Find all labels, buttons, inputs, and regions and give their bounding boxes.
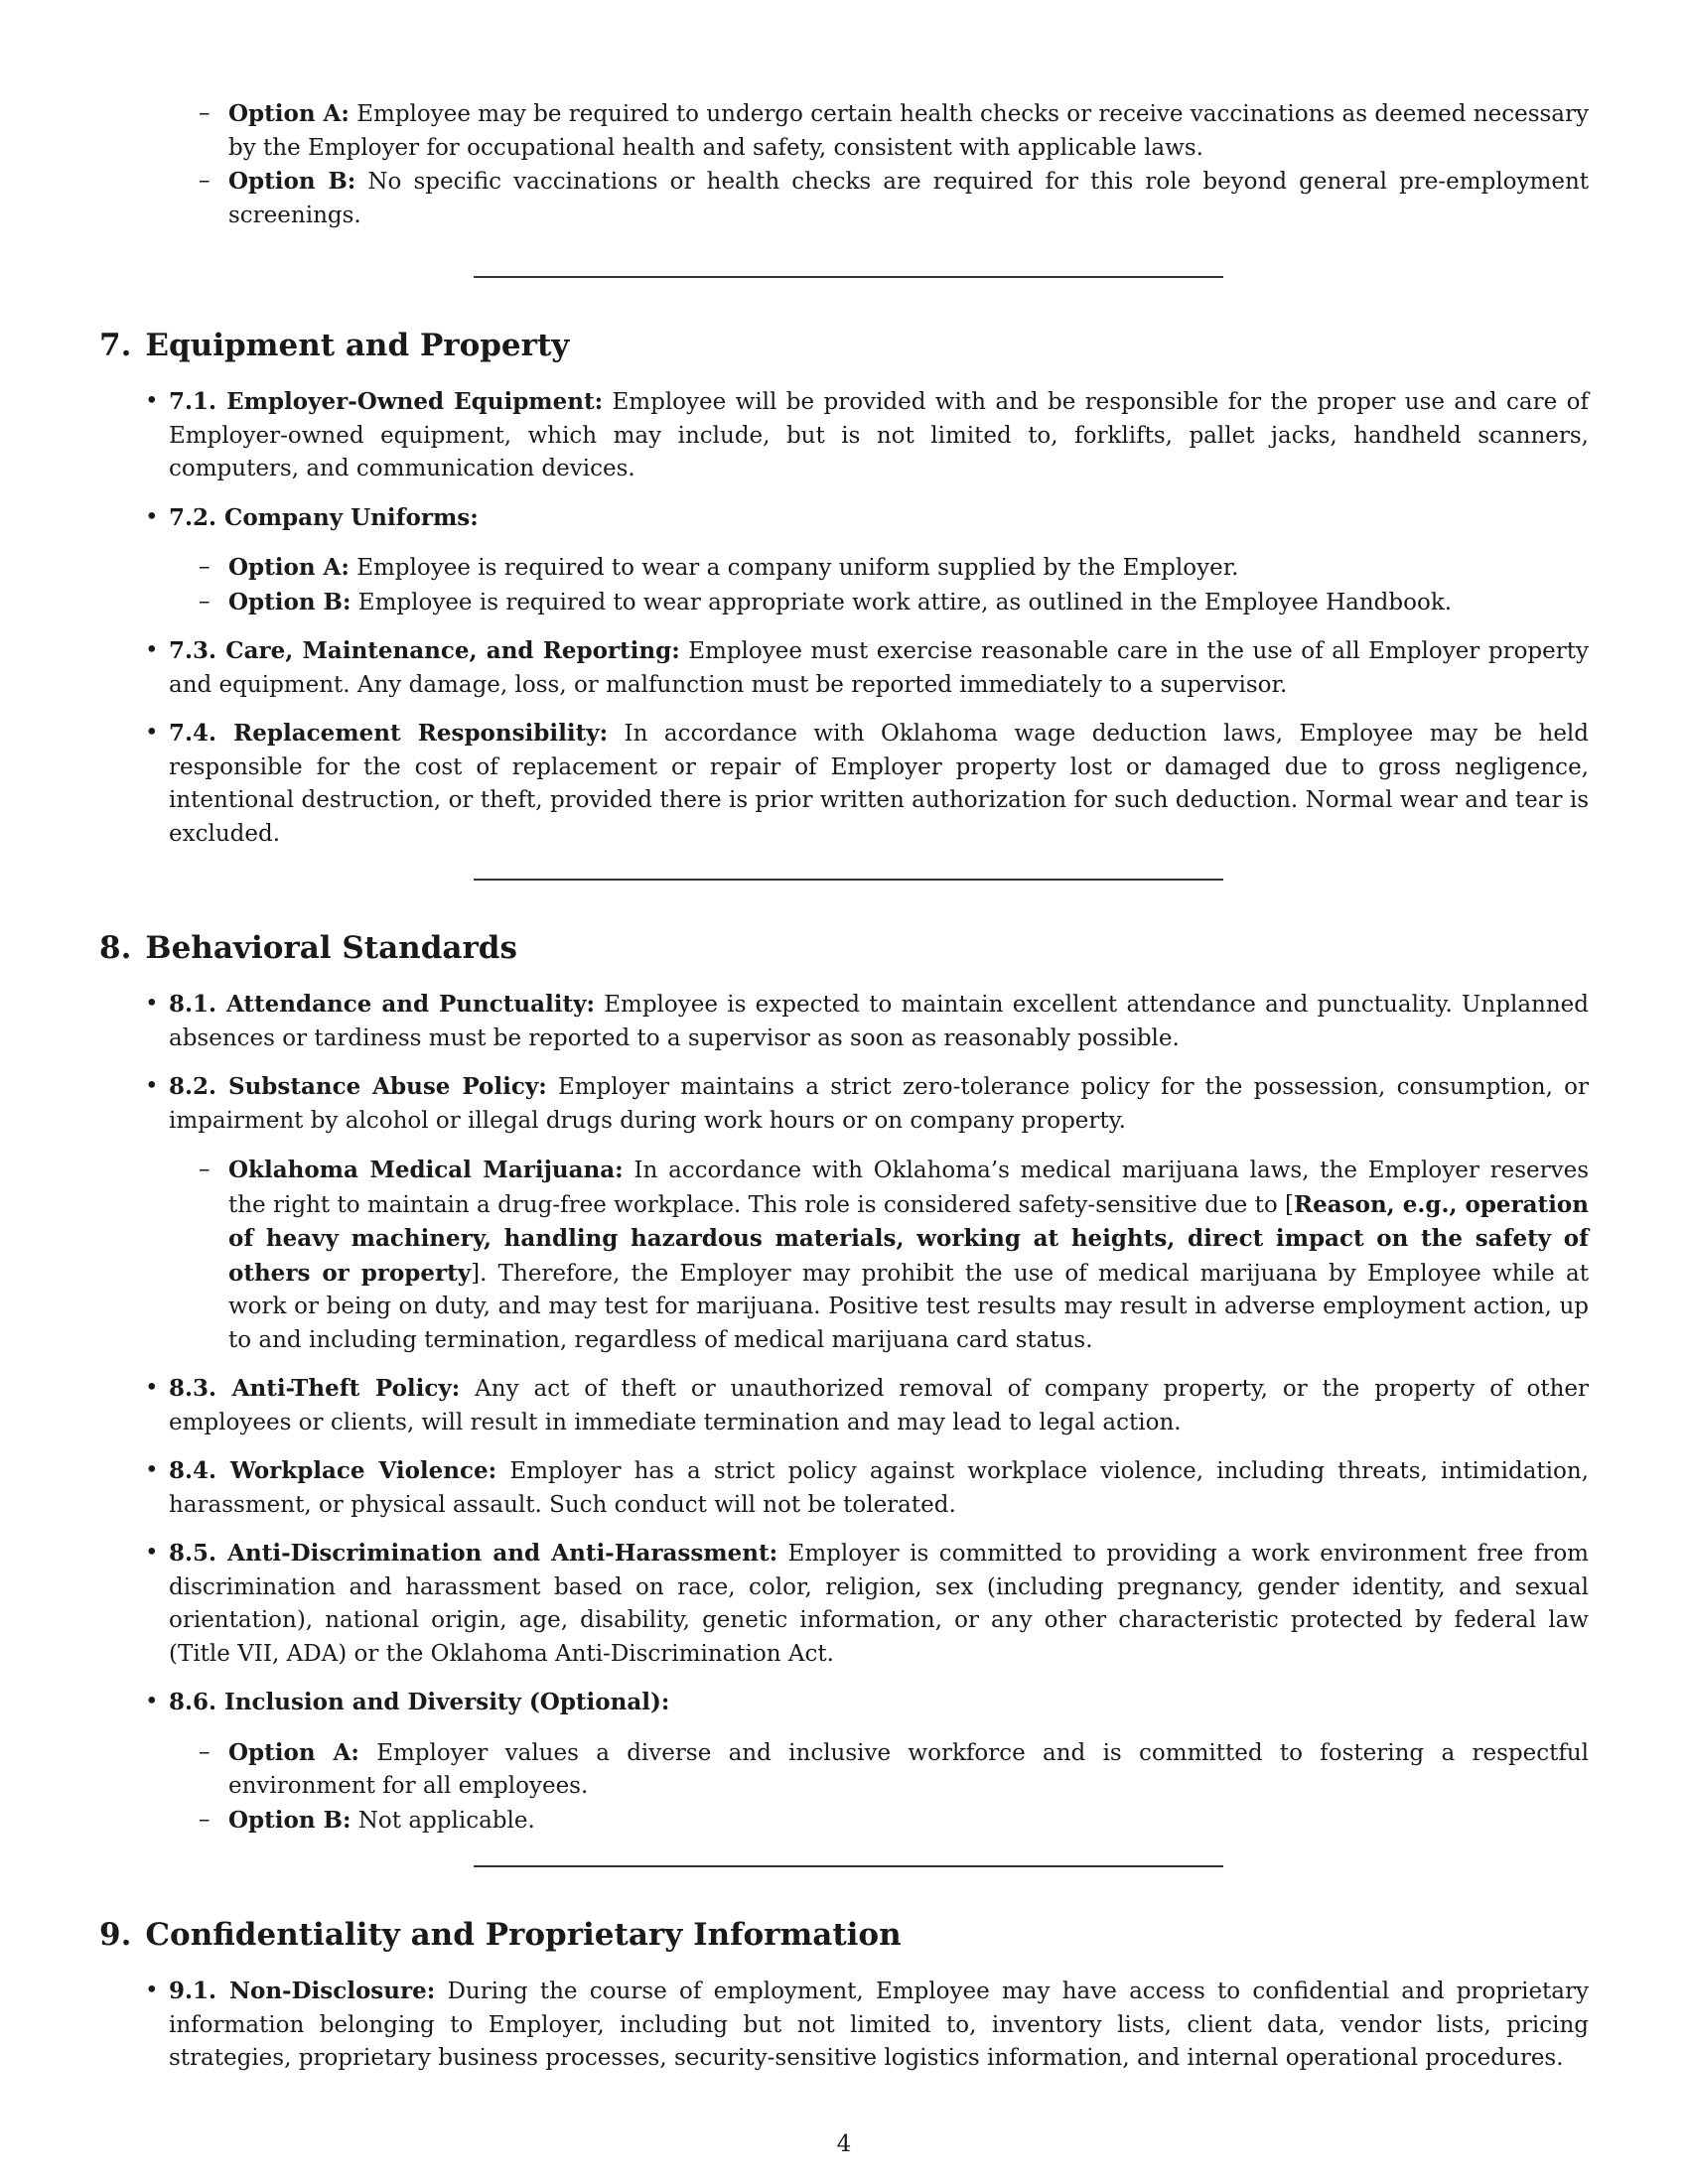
list-item — [169, 634, 1589, 702]
document-page — [99, 97, 1589, 2091]
list-item — [169, 501, 1589, 620]
list-item — [228, 165, 1589, 232]
section-7-list — [169, 385, 1589, 851]
item-label: 8.3. Anti-Theft Policy: — [169, 1375, 461, 1402]
section-divider — [474, 879, 1223, 881]
option-label: Option B: — [228, 168, 356, 195]
item-text: Employee is expected to maintain excellent attendance and punctuality. Unplanned absences or tardiness must be reported to a supervisor as soon as reasonably possible. — [169, 992, 1589, 1051]
item-text: Employee must exercise reasonable care in the use of all Employer property and equipment. Any damage, loss, or malfunction must be reported immediately to a supervisor. — [169, 638, 1589, 698]
item-text: Employee will be provided with and be responsible for the proper use and care of Employer-owned equipment, which may include, but is not limited to, forklifts, pallet jacks, handheld scanners, computers, and communication devices. — [169, 389, 1589, 481]
item-label: 8.2. Substance Abuse Policy: — [169, 1073, 547, 1100]
section-divider — [474, 1865, 1223, 1867]
item-label: 8.5. Anti-Discrimination and Anti-Harassment: — [169, 1540, 778, 1567]
item-text: In accordance with Oklahoma wage deduction laws, Employee may be held responsible for the cost of replacement or repair of Employer property lost or damaged due to gross negligence, intentional destruction, or theft, provided there is prior written authorization for such deduction. Normal wear and tear is excluded. — [169, 721, 1590, 847]
item-label: 8.4. Workplace Violence: — [169, 1457, 497, 1484]
item-label: 7.2. Company Uniforms: — [169, 503, 479, 531]
item-label: 7.1. Employer-Owned Equipment: — [169, 388, 604, 415]
sub-option-list — [228, 551, 1589, 619]
section-divider — [474, 276, 1223, 278]
list-item — [169, 1686, 1589, 1838]
item-text: Employer has a strict policy against workplace violence, including threats, intimidation, harassment, or physical assault. Such conduct will not be tolerated. — [169, 1458, 1589, 1518]
list-item: – Option A: Employer values a diverse and inclusive workforce and is committed to fostering a respectful environment for all employees. — [228, 1736, 1589, 1804]
list-item — [169, 988, 1589, 1055]
list-item — [169, 717, 1589, 851]
option-text: No specific vaccinations or health checks are required for this role beyond general pre-employment screenings. — [228, 169, 1589, 228]
item-text: Any act of theft or unauthorized removal of company property, or the property of other employees or clients, will result in immediate termination and may lead to legal action. — [169, 1376, 1590, 1435]
section-heading-9: 9. Confidentiality and Proprietary Information — [99, 1917, 902, 1953]
item-text: During the course of employment, Employee may have access to confidential and proprietary information belonging to Employer, including but not limited to, inventory lists, client data, vendor lists, pricing strategies, proprietary business processes, security-sensitive logistics information, and internal operational procedures. — [169, 1979, 1589, 2071]
item-text: Employer maintains a strict zero-tolerance policy for the possession, consumption, or impairment by alcohol or illegal drugs during work hours or on company property. — [169, 1074, 1589, 1134]
list-item — [169, 1975, 1589, 2076]
top-option-list — [228, 97, 1589, 232]
list-item: – Option B: Employee is required to wear appropriate work attire, as outlined in the Employee Handbook. — [228, 586, 1589, 620]
section-heading-7: 7. Equipment and Property — [99, 328, 570, 363]
sub-option-list — [228, 1154, 1589, 1357]
list-item: – Option A: Employee is required to wear a company uniform supplied by the Employer. — [228, 551, 1589, 586]
option-text: Employee may be required to undergo certain health checks or receive vaccinations as deemed necessary by the Employer for occupational health and safety, consistent with applicable laws. — [228, 101, 1590, 161]
section-heading-8: 8. Behavioral Standards — [99, 930, 517, 966]
list-item: – Oklahoma Medical Marijuana: In accordance with Oklahoma’s medical marijuana laws, the Employer reserves the right to maintain a drug-free workplace. This role is considered safety-sensitive due to [Reason, e.g., operation of heavy machinery, handling hazardous materials, working at heights, direct impact on the safety of others or property]. Therefore, the Employer may prohibit the use of medical marijuana by Employee while at work or being on duty, and may test for marijuana. Positive test results may result in adverse employment action, up to and including termination, regardless of medical marijuana card status. — [228, 1154, 1589, 1357]
list-item: – Option B: Not applicable. — [228, 1804, 1589, 1839]
option-label: Option A: — [228, 100, 350, 127]
page-number: 4 — [836, 2131, 852, 2157]
item-label: 7.3. Care, Maintenance, and Reporting: — [169, 637, 680, 664]
item-label: 7.4. Replacement Responsibility: — [169, 720, 609, 747]
list-item — [169, 385, 1589, 486]
list-item — [169, 1454, 1589, 1522]
list-item — [169, 1070, 1589, 1357]
list-item — [228, 97, 1589, 165]
list-item — [169, 1372, 1589, 1439]
item-label: 8.1. Attendance and Punctuality: — [169, 991, 595, 1018]
item-label: 8.6. Inclusion and Diversity (Optional): — [169, 1689, 670, 1715]
list-item — [169, 1537, 1589, 1671]
item-text: Employer is committed to providing a work environment free from discrimination and harassment based on race, color, religion, sex (including pregnancy, gender identity, and sexual orientation), national origin, age, disability, genetic information, or any other characteristic protected by federal law (Title VII, ADA) or the Oklahoma Anti-Discrimination Act. — [169, 1541, 1589, 1667]
section-9-list — [169, 1975, 1589, 2076]
sub-option-list — [228, 1736, 1589, 1839]
section-8-list — [169, 988, 1589, 1838]
item-label: 9.1. Non-Disclosure: — [169, 1978, 436, 2004]
